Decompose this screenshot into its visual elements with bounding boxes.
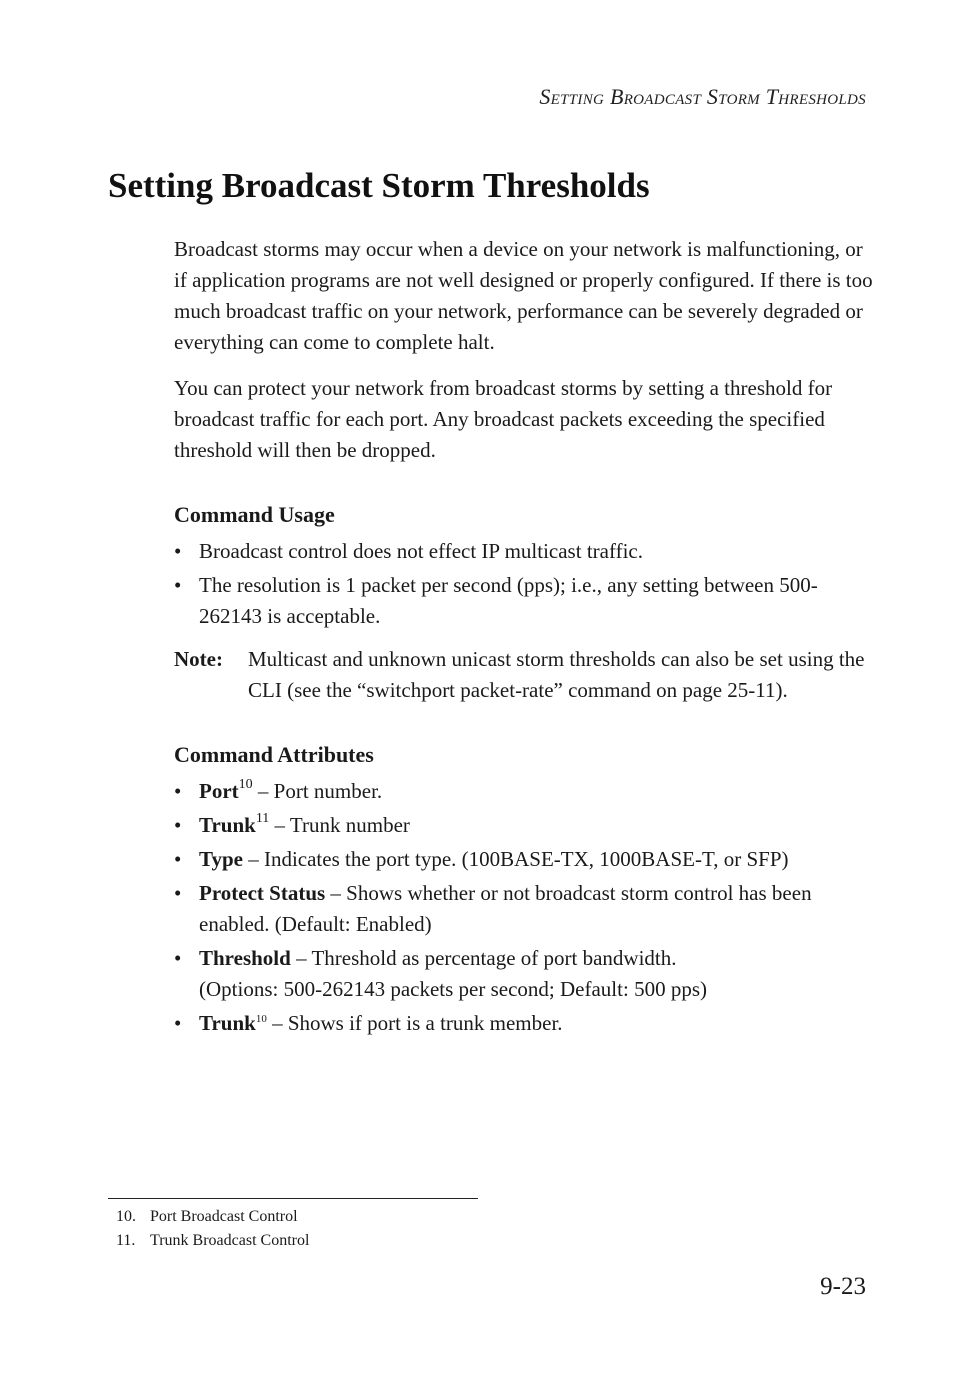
- list-item: [174, 570, 874, 632]
- intro-paragraph: Broadcast storms may occur when a device on your network is malfunctioning, or if application programs are not well designed or properly configured. If there is too much broadcast traffic on your network, performance can be severely degraded or everything can come to complete halt.: [174, 237, 873, 354]
- attribute-term: Port: [199, 779, 239, 803]
- note-label: Note:: [174, 647, 223, 671]
- footnote-ref: 10: [238, 777, 253, 792]
- bullet-icon: •: [174, 946, 182, 970]
- attribute-term: Trunk: [199, 1011, 256, 1035]
- attribute-options: (Options: 500-262143 packets per second; Default: 500 pps): [199, 977, 707, 1001]
- note-text: Multicast and unknown unicast storm thresholds can also be set using the CLI (see the “switchport packet-rate” command on page 25-11).: [248, 647, 865, 702]
- footnote-divider: [108, 1198, 478, 1199]
- attribute-desc: – Port number.: [252, 779, 383, 803]
- command-attributes-heading: Command Attributes: [174, 742, 374, 767]
- bullet-icon: •: [174, 1011, 182, 1035]
- running-header: Setting Broadcast Storm Thresholds: [539, 84, 866, 109]
- footnote-number: 11.: [116, 1232, 136, 1249]
- attribute-desc: – Indicates the port type. (100BASE-TX, 1000BASE-T, or SFP): [242, 847, 789, 871]
- footnote-ref: 10: [255, 1013, 267, 1025]
- note-block: [174, 644, 874, 706]
- footnote: [116, 1229, 309, 1253]
- list-item: [174, 878, 874, 940]
- bullet-icon: •: [174, 813, 182, 837]
- main-content: [174, 234, 874, 1042]
- usage-text: The resolution is 1 packet per second (pps); i.e., any setting between 500-262143 is acceptable.: [199, 573, 818, 628]
- footnote-ref: 11: [255, 811, 270, 826]
- list-item: [174, 844, 874, 875]
- list-item: [174, 943, 874, 1005]
- list-item: [174, 536, 874, 567]
- command-usage-heading: Command Usage: [174, 502, 335, 527]
- attribute-desc: – Trunk number: [269, 813, 410, 837]
- bullet-icon: •: [174, 573, 182, 597]
- bullet-icon: •: [174, 779, 182, 803]
- bullet-icon: •: [174, 539, 182, 563]
- attribute-term: Trunk: [199, 813, 256, 837]
- usage-text: Broadcast control does not effect IP multicast traffic.: [199, 539, 643, 563]
- footnote: [116, 1205, 309, 1229]
- list-item: [174, 776, 874, 807]
- page-title: Setting Broadcast Storm Thresholds: [108, 166, 650, 205]
- bullet-icon: •: [174, 847, 182, 871]
- footnotes: [116, 1205, 309, 1253]
- attribute-term: Protect Status: [199, 881, 326, 905]
- page-number: 9-23: [820, 1273, 866, 1300]
- footnote-number: 10.: [116, 1208, 136, 1225]
- footnote-text: Port Broadcast Control: [150, 1208, 298, 1225]
- command-attributes-list: [174, 776, 874, 1039]
- command-usage-list: [174, 536, 874, 632]
- footnote-text: Trunk Broadcast Control: [150, 1232, 310, 1249]
- list-item: [174, 810, 874, 841]
- attribute-term: Type: [199, 847, 243, 871]
- attribute-desc: – Threshold as percentage of port bandwidth.: [290, 946, 677, 970]
- attribute-term: Threshold: [199, 946, 291, 970]
- attribute-desc: – Shows if port is a trunk member.: [266, 1011, 563, 1035]
- attribute-desc: – Shows whether or not broadcast storm control has been enabled. (Default: Enabled): [199, 881, 812, 936]
- list-item: [174, 1008, 874, 1039]
- bullet-icon: •: [174, 881, 182, 905]
- protection-paragraph: You can protect your network from broadcast storms by setting a threshold for broadcast traffic for each port. Any broadcast packets exceeding the specified threshold will then be dropped.: [174, 376, 833, 462]
